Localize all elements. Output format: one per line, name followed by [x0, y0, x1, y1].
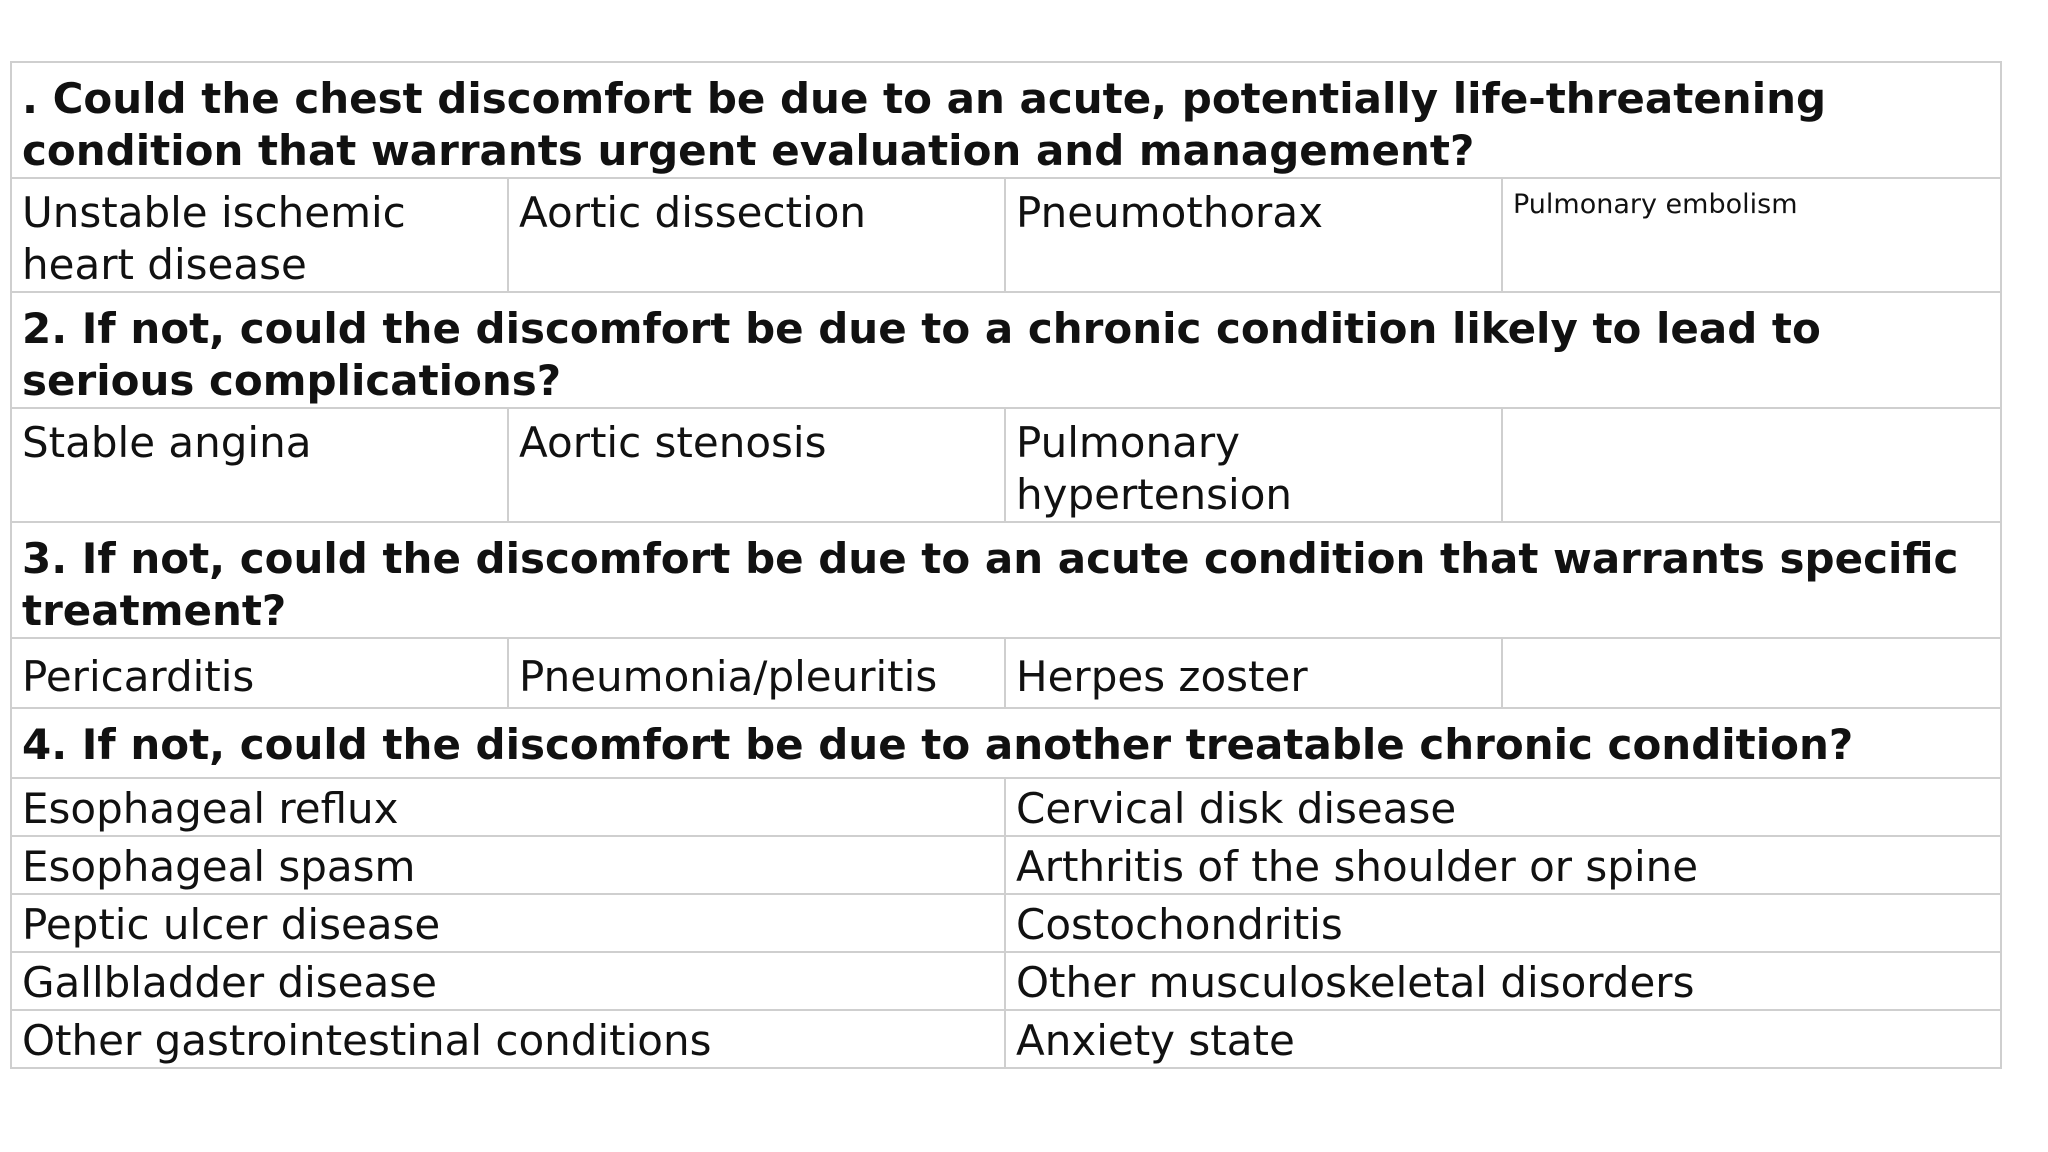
condition-cell: Pneumothorax: [1005, 178, 1502, 292]
condition-cell: Aortic stenosis: [508, 408, 1005, 522]
question-1: . Could the chest discomfort be due to an acute, potentially life-threatening condition that warrants urgent evaluation and management?: [11, 62, 2001, 178]
answer-row-1: [11, 178, 2001, 292]
condition-cell: Pericarditis: [11, 638, 508, 708]
answer-row-4b: [11, 836, 2001, 894]
condition-cell: Pneumonia/pleuritis: [508, 638, 1005, 708]
question-row-2: [11, 292, 2001, 408]
condition-cell: Other gastrointestinal conditions: [11, 1010, 1005, 1068]
condition-cell: Unstable ischemic heart disease: [11, 178, 508, 292]
question-row-3: [11, 522, 2001, 638]
condition-cell: Costochondritis: [1005, 894, 2001, 952]
differential-diagnosis-table: [10, 61, 2002, 1069]
answer-row-4e: [11, 1010, 2001, 1068]
condition-cell: Gallbladder disease: [11, 952, 1005, 1010]
condition-cell: Stable angina: [11, 408, 508, 522]
question-4: 4. If not, could the discomfort be due to another treatable chronic condition?: [11, 708, 2001, 778]
condition-cell: Pulmonary embolism: [1502, 178, 2001, 292]
condition-cell: Herpes zoster: [1005, 638, 1502, 708]
condition-cell: Arthritis of the shoulder or spine: [1005, 836, 2001, 894]
empty-cell: [1502, 638, 2001, 708]
answer-row-4c: [11, 894, 2001, 952]
condition-cell: Esophageal reflux: [11, 778, 1005, 836]
answer-row-2: [11, 408, 2001, 522]
condition-cell: Peptic ulcer disease: [11, 894, 1005, 952]
question-row-1: [11, 62, 2001, 178]
condition-cell: Aortic dissection: [508, 178, 1005, 292]
question-row-4: [11, 708, 2001, 778]
condition-cell: Pulmonary hypertension: [1005, 408, 1502, 522]
question-3: 3. If not, could the discomfort be due to an acute condition that warrants specific treatment?: [11, 522, 2001, 638]
condition-cell: Cervical disk disease: [1005, 778, 2001, 836]
answer-row-4a: [11, 778, 2001, 836]
answer-row-4d: [11, 952, 2001, 1010]
condition-cell: Other musculoskeletal disorders: [1005, 952, 2001, 1010]
condition-cell: Anxiety state: [1005, 1010, 2001, 1068]
condition-cell: Esophageal spasm: [11, 836, 1005, 894]
empty-cell: [1502, 408, 2001, 522]
answer-row-3: [11, 638, 2001, 708]
question-2: 2. If not, could the discomfort be due to a chronic condition likely to lead to serious complications?: [11, 292, 2001, 408]
